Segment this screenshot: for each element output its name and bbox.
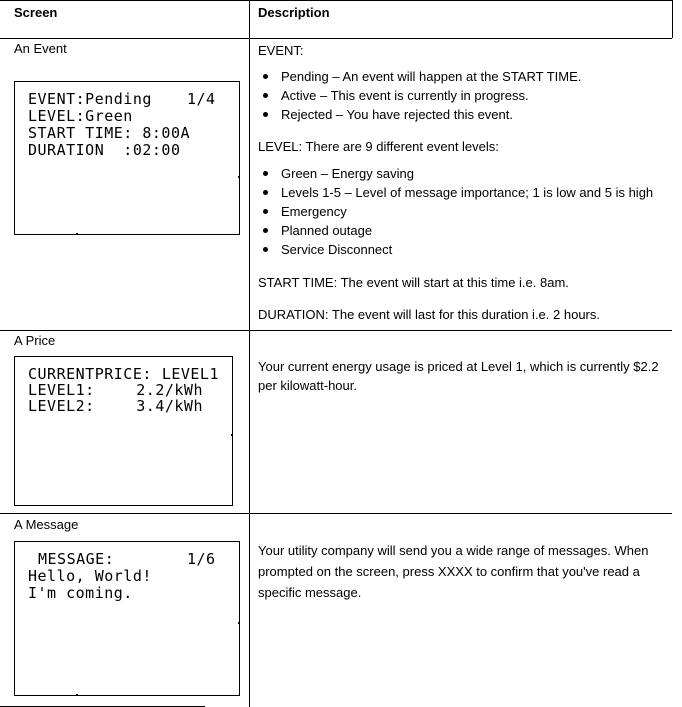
column-divider bbox=[249, 0, 250, 707]
list-item: Active – This event is currently in progress. bbox=[258, 86, 668, 105]
event-level-line: LEVEL:Green bbox=[28, 107, 133, 125]
event-lcd-screen bbox=[14, 81, 240, 235]
level1-price: 2.2/kWh bbox=[136, 381, 203, 399]
header-divider bbox=[0, 38, 672, 39]
header-screen: Screen bbox=[14, 5, 58, 20]
lcd-marker bbox=[231, 434, 233, 436]
current-price-level: LEVEL1 bbox=[161, 365, 219, 383]
table-right-border bbox=[672, 0, 673, 38]
table-top-border bbox=[0, 0, 672, 1]
lcd-marker bbox=[238, 622, 240, 624]
list-item: Service Disconnect bbox=[258, 240, 668, 259]
level2-price: 3.4/kWh bbox=[136, 397, 203, 415]
event-page-indicator: 1/4 bbox=[187, 90, 216, 108]
list-item: Planned outage bbox=[258, 221, 668, 240]
event-heading: EVENT: bbox=[258, 43, 304, 58]
event-status-list bbox=[258, 67, 668, 124]
message-lcd-screen bbox=[14, 541, 240, 696]
message-page-indicator: 1/6 bbox=[187, 550, 216, 568]
message-line-1: Hello, World! bbox=[28, 567, 152, 585]
message-description-text: Your utility company will send you a wide range of messages. When prompted on the screen, press XXXX to confirm that you've read a specific message. bbox=[258, 543, 649, 600]
price-lcd-screen bbox=[14, 356, 233, 506]
row-label-price: A Price bbox=[14, 333, 56, 348]
row-divider-2 bbox=[0, 513, 672, 514]
lcd-marker bbox=[76, 694, 78, 696]
level-list bbox=[258, 164, 668, 259]
list-item: Emergency bbox=[258, 202, 668, 221]
header-description: Description bbox=[258, 5, 330, 20]
list-item: Rejected – You have rejected this event. bbox=[258, 105, 668, 124]
message-description bbox=[258, 540, 668, 603]
level1-label: LEVEL1: bbox=[28, 381, 95, 399]
row-divider-1 bbox=[0, 330, 672, 331]
row-label-event: An Event bbox=[14, 41, 67, 56]
start-time-description: START TIME: The event will start at this time i.e. 8am. bbox=[258, 275, 569, 290]
event-start-time-line: START TIME: 8:00A bbox=[28, 124, 191, 142]
message-title: MESSAGE: bbox=[38, 550, 115, 568]
lcd-marker bbox=[76, 233, 78, 235]
message-line-2: I'm coming. bbox=[28, 584, 133, 602]
list-item: Levels 1-5 – Level of message importance; 1 is low and 5 is high bbox=[258, 183, 668, 202]
duration-description: DURATION: The event will last for this duration i.e. 2 hours. bbox=[258, 307, 600, 322]
current-price-label: CURRENTPRICE: bbox=[28, 365, 152, 383]
level2-label: LEVEL2: bbox=[28, 397, 95, 415]
list-item: Green – Energy saving bbox=[258, 164, 668, 183]
lcd-marker bbox=[238, 176, 240, 178]
level-heading: LEVEL: There are 9 different event levels: bbox=[258, 139, 499, 154]
event-description bbox=[258, 41, 668, 324]
event-status-line: EVENT:Pending bbox=[28, 90, 152, 108]
price-description-text: Your current energy usage is priced at Level 1, which is currently $2.2 per kilowatt-hour. bbox=[258, 359, 659, 393]
row-label-message: A Message bbox=[14, 517, 79, 532]
price-description bbox=[258, 357, 663, 395]
list-item: Pending – An event will happen at the START TIME. bbox=[258, 67, 668, 86]
event-duration-line: DURATION :02:00 bbox=[28, 141, 181, 159]
